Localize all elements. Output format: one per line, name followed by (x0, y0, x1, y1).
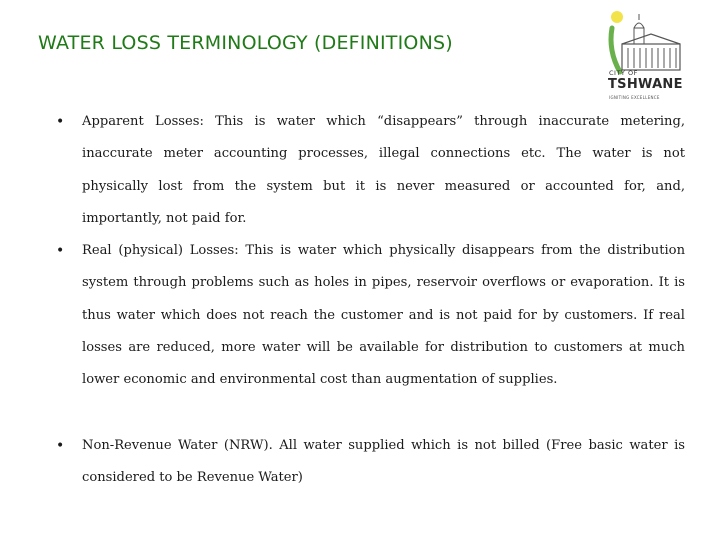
list-item-text: Non-Revenue Water (NRW). All water supplied which is not billed (Free basic water is considered to be Revenue Water) (82, 438, 685, 486)
list-item-text: Apparent Losses: This is water which “disappears” through inaccurate metering, inaccurate meter accounting processes, illegal connections etc. The water is not physically lost from the system but it is never measured or accounted for, and, importantly, not paid for. (82, 114, 685, 226)
list-item-text: Real (physical) Losses: This is water which physically disappears from the distribution system through problems such as holes in pipes, reservoir overflows or evaporation. It is thus water which does not reach the customer and is not paid for by customers. If real losses are reduced, more water will be available for distribution to customers at much lower economic and environmental cost than augmentation of supplies. (82, 243, 685, 388)
logo-city-of: CITY OF (609, 69, 638, 77)
bullet-icon: • (56, 114, 65, 130)
page-title: WATER LOSS TERMINOLOGY (DEFINITIONS) (38, 32, 453, 54)
logo-tagline: IGNITING EXCELLENCE (609, 95, 660, 100)
bullet-icon: • (56, 438, 65, 454)
bullet-icon: • (56, 243, 65, 259)
logo-name: TSHWANE (608, 77, 683, 92)
